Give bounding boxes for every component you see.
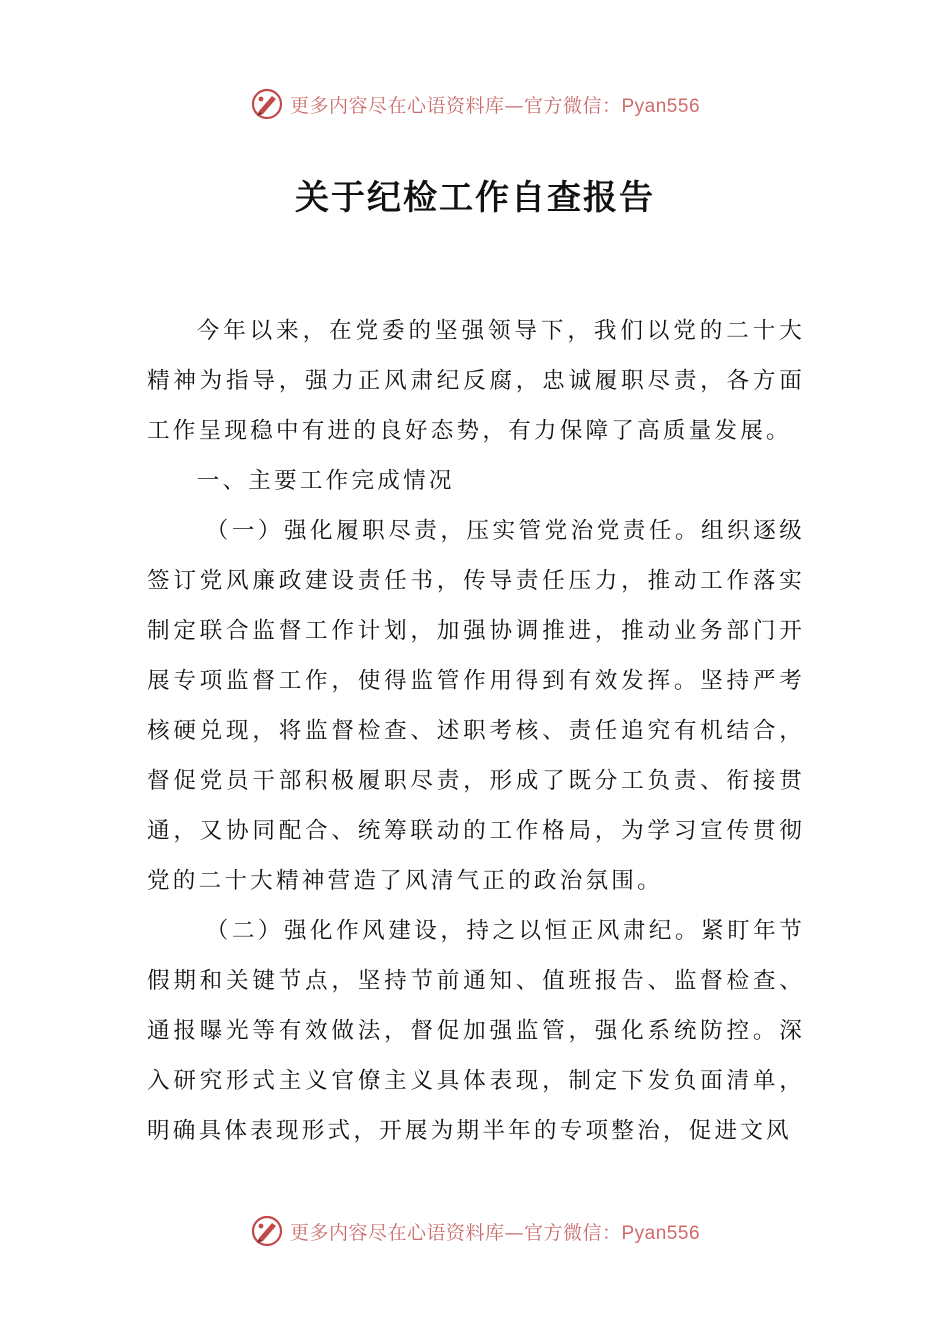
paragraph-section-1: （一）强化履职尽责，压实管党治党责任。组织逐级签订党风廉政建设责任书，传导责任压力，推动工作落实制定联合监督工作计划，加强协调推进，推动业务部门开展专项监督工作，使得监管作用得到有效发挥。坚持严考核硬兑现，将监督检查、述职考核、责任追究有机结合，督促党员干部积极履职尽责，形成了既分工负责、衔接贯通，又协同配合、统筹联动的工作格局，为学习宣传贯彻党的二十大精神营造了风清气正的政治氛围。 xyxy=(147,518,805,894)
watermark-text: 更多内容尽在心语资料库—官方微信：Pyan556 xyxy=(289,94,701,117)
watermark-banner-bottom xyxy=(0,1211,950,1251)
pen-logo-icon xyxy=(250,1214,284,1248)
watermark-text: 更多内容尽在心语资料库—官方微信：Pyan556 xyxy=(289,1221,701,1244)
document-title: 关于纪检工作自查报告 xyxy=(295,178,655,218)
watermark-banner-top xyxy=(0,84,950,124)
watermark-id: Pyan556 xyxy=(621,95,701,117)
pen-logo-icon xyxy=(250,87,284,121)
watermark-id: Pyan556 xyxy=(621,1222,701,1244)
paragraph-intro: 今年以来，在党委的坚强领导下，我们以党的二十大精神为指导，强力正风肃纪反腐，忠诚履职尽责，各方面工作呈现稳中有进的良好态势，有力保障了高质量发展。 xyxy=(147,318,805,444)
paragraph-section-2: （二）强化作风建设，持之以恒正风肃纪。紧盯年节假期和关键节点，坚持节前通知、值班报告、监督检查、通报曝光等有效做法，督促加强监管，强化系统防控。深入研究形式主义官僚主义具体表现，制定下发负面清单，明确具体表现形式，开展为期半年的专项整治，促进文风 xyxy=(147,918,805,1144)
document-body xyxy=(147,306,805,1156)
section-heading: 一、主要工作完成情况 xyxy=(196,468,455,494)
